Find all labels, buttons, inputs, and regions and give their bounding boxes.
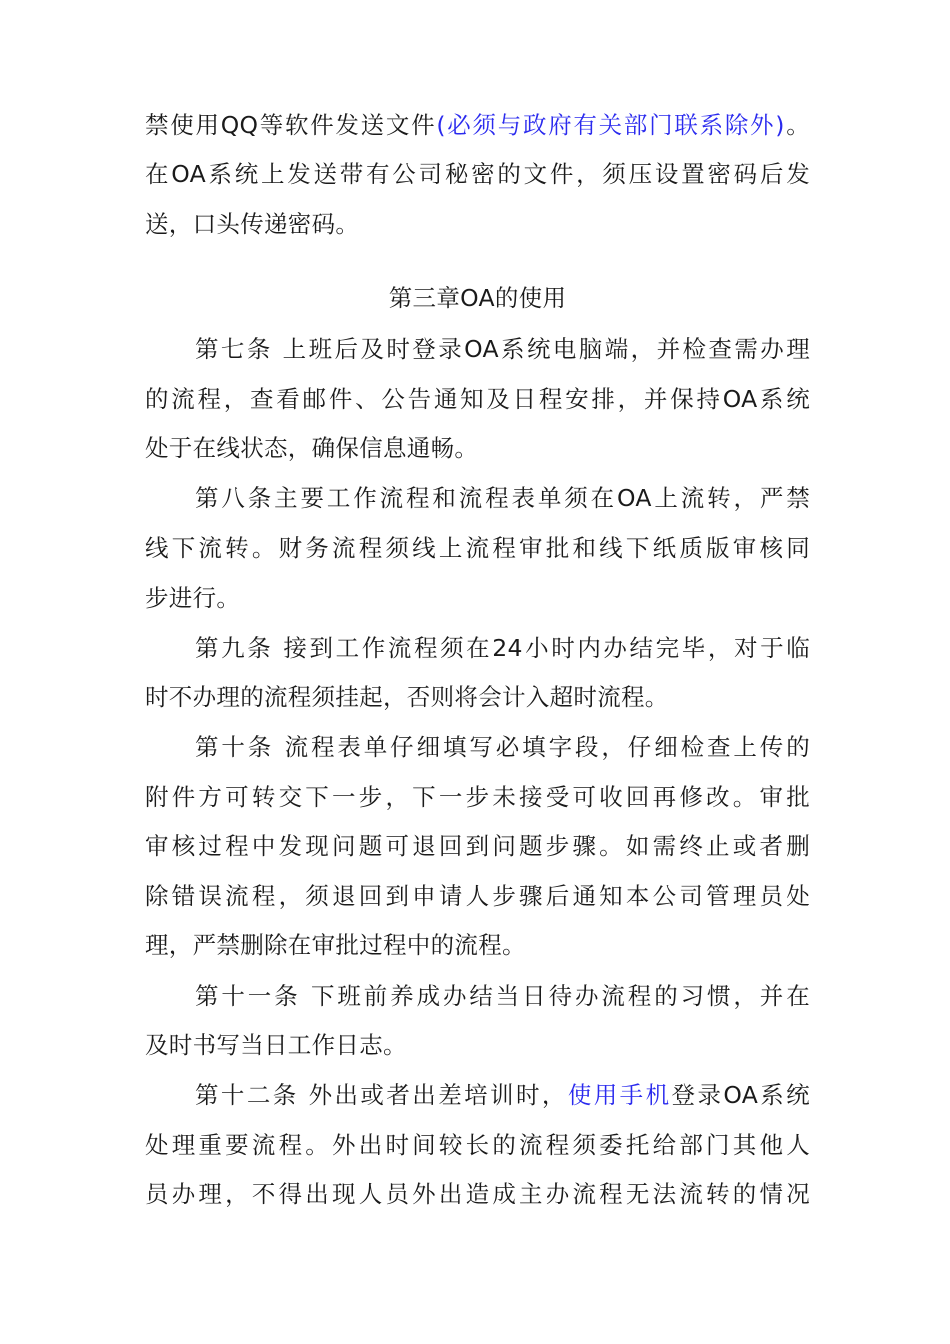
article-12-pre: 第十二条 外出或者出差培训时， <box>195 1081 568 1109</box>
article-10-line-1: 第十条 流程表单仔细填写必填字段，仔细检查上传的 <box>195 733 810 761</box>
text-line-2: 在OA系统上发送带有公司秘密的文件，须压设置密码后发 <box>145 160 810 188</box>
article-12-post: 登录OA系统 <box>671 1081 810 1109</box>
article-8-line-3: 步进行。 <box>145 584 241 612</box>
article-7-line-1: 第七条 上班后及时登录OA系统电脑端，并检查需办理 <box>195 335 810 363</box>
text-line-3: 送，口头传递密码。 <box>145 210 360 238</box>
article-10-line-3: 审核过程中发现问题可退回到问题步骤。如需终止或者删 <box>145 832 810 860</box>
highlighted-text: (必须与政府有关部门联系除外) <box>436 111 785 139</box>
article-8-line-2: 线下流转。财务流程须线上流程审批和线下纸质版审核同 <box>145 534 810 562</box>
line-1-pre: 禁使用QQ等软件发送文件 <box>145 111 437 139</box>
chapter-heading: 第三章OA的使用 <box>388 284 567 312</box>
article-9-line-2: 时不办理的流程须挂起，否则将会计入超时流程。 <box>145 683 669 711</box>
article-10-line-2: 附件方可转交下一步，下一步未接受可收回再修改。审批 <box>145 783 810 811</box>
article-10-line-4: 除错误流程，须退回到申请人步骤后通知本公司管理员处 <box>145 882 810 910</box>
article-7-line-3: 处于在线状态，确保信息通畅。 <box>145 434 479 462</box>
article-12-line-3: 员办理，不得出现人员外出造成主办流程无法流转的情况 <box>145 1180 810 1208</box>
article-11-line-1: 第十一条 下班前养成办结当日待办流程的习惯，并在 <box>195 982 810 1010</box>
article-7-line-2: 的流程，查看邮件、公告通知及日程安排，并保持OA系统 <box>145 385 810 413</box>
article-12-line-1 <box>195 1077 810 1113</box>
article-8-line-1: 第八条主要工作流程和流程表单须在OA上流转，严禁 <box>195 484 810 512</box>
article-9-line-1: 第九条 接到工作流程须在24小时内办结完毕，对于临 <box>195 634 810 662</box>
line-1-post: 。 <box>784 111 810 139</box>
article-12-line-2: 处理重要流程。外出时间较长的流程须委托给部门其他人 <box>145 1131 810 1159</box>
highlighted-text-mobile: 使用手机 <box>567 1081 672 1109</box>
article-10-line-5: 理，严禁删除在审批过程中的流程。 <box>145 931 526 959</box>
text-line-1 <box>145 107 810 143</box>
article-11-line-2: 及时书写当日工作日志。 <box>145 1031 407 1059</box>
